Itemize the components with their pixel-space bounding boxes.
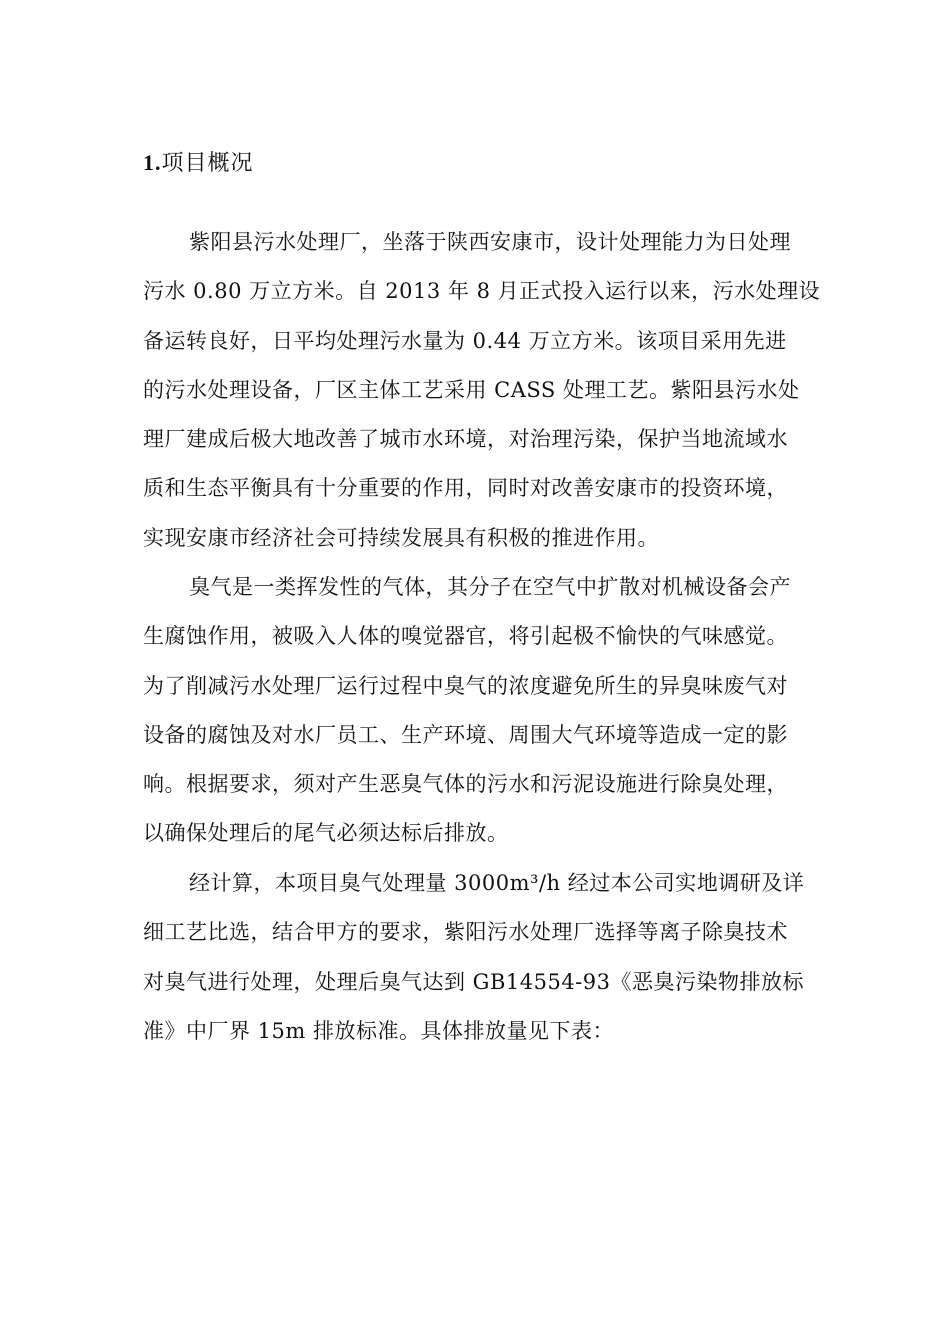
section-title: 项目概况 — [161, 151, 254, 176]
paragraph-line: 实现安康市经济社会可持续发展具有积极的推进作用。 — [143, 525, 659, 550]
paragraph-line: 的污水处理设备，厂区主体工艺采用 CASS 处理工艺。紫阳县污水处 — [143, 377, 800, 402]
paragraph-line: 细工艺比选，结合甲方的要求，紫阳污水处理厂选择等离子除臭技术 — [143, 920, 788, 945]
paragraph-line: 紫阳县污水处理厂，坐落于陕西安康市，设计处理能力为日处理 — [189, 230, 791, 254]
paragraph-line: 对臭气进行处理，处理后臭气达到 GB14554-93《恶臭污染物排放标 — [143, 969, 805, 994]
paragraph-line: 质和生态平衡具有十分重要的作用，同时对改善安康市的投资环境， — [143, 476, 788, 501]
paragraph-line: 理厂建成后极大地改善了城市水环境，对治理污染，保护当地流域水 — [143, 427, 788, 452]
paragraph-line: 响。根据要求，须对产生恶臭气体的污水和污泥设施进行除臭处理， — [143, 772, 788, 797]
paragraph-calculation — [143, 859, 813, 1056]
paragraph-line: 设备的腐蚀及对水厂员工、生产环境、周围大气环境等造成一定的影 — [143, 722, 788, 747]
paragraph-line: 为了削减污水处理厂运行过程中臭气的浓度避免所生的异臭味废气对 — [143, 673, 788, 698]
section-number: 1. — [143, 150, 162, 175]
paragraph-line: 生腐蚀作用，被吸入人体的嗅觉器官，将引起极不愉快的气味感觉。 — [143, 624, 788, 649]
paragraph-line: 臭气是一类挥发性的气体，其分子在空气中扩散对机械设备会产 — [189, 575, 791, 599]
paragraph-overview — [143, 218, 821, 563]
paragraph-odor — [143, 563, 813, 859]
paragraph-line: 备运转良好，日平均处理污水量为 0.44 万立方米。该项目采用先进 — [143, 328, 787, 353]
paragraph-line: 以确保处理后的尾气必须达标后排放。 — [143, 821, 509, 846]
section-heading — [143, 146, 254, 181]
paragraph-line: 污水 0.80 万立方米。自 2013 年 8 月正式投入运行以来，污水处理设 — [143, 279, 821, 304]
paragraph-line: 经计算，本项目臭气处理量 3000m³/h 经过本公司实地调研及详 — [189, 871, 805, 895]
paragraph-line: 准》中厂界 15m 排放标准。具体排放量见下表： — [143, 1018, 614, 1043]
